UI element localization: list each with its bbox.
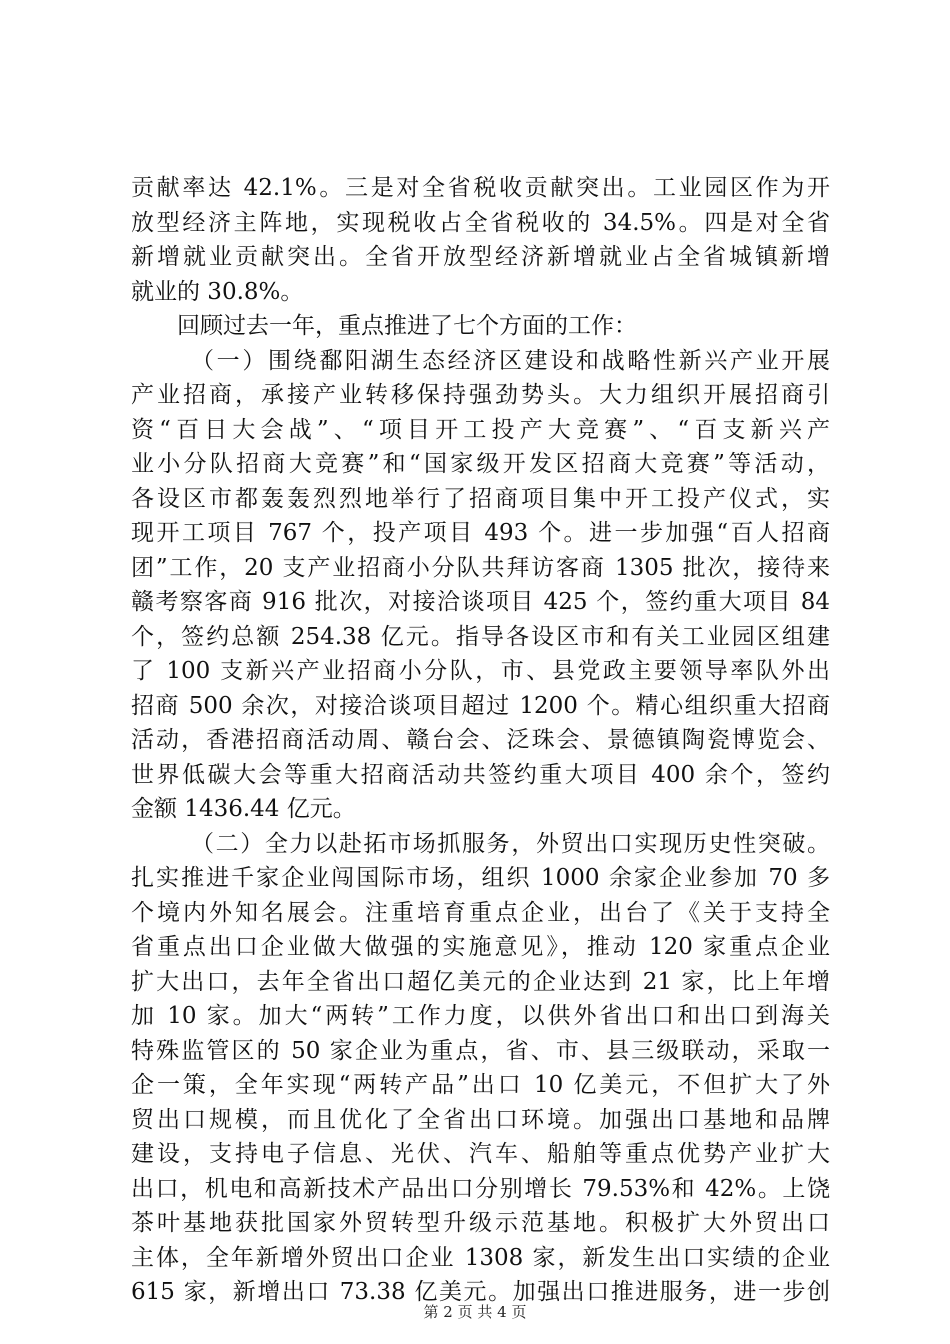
text-line: 各设区市都轰轰烈烈地举行了招商项目集中开工投产仪式，实: [131, 485, 830, 512]
text-line: 615 家，新增出口 73.38 亿美元。加强出口推进服务，进一步创: [131, 1279, 830, 1305]
text-line: 就业的 30.8%。: [131, 278, 304, 305]
text-line: 茶叶基地获批国家外贸转型升级示范基地。积极扩大外贸出口: [131, 1210, 830, 1236]
text-line: 建设，支持电子信息、光伏、汽车、船舶等重点优势产业扩大: [131, 1141, 830, 1167]
text-line: 个，签约总额 254.38 亿元。指导各设区市和有关工业园区组建: [131, 623, 830, 650]
text-line: 新增就业贡献突出。全省开放型经济新增就业占全省城镇新增: [131, 244, 830, 270]
section-heading-line: （二）全力以赴拓市场抓服务，外贸出口实现历史性突破。: [191, 830, 830, 857]
text-line: 扩大出口，去年全省出口超亿美元的企业达到 21 家，比上年增: [131, 968, 830, 995]
text-line: 加 10 家。加大“两转”工作力度，以供外省出口和出口到海关: [131, 1003, 830, 1029]
text-line: 回顾过去一年，重点推进了七个方面的工作：: [177, 313, 637, 339]
text-line: 现开工项目 767 个，投产项目 493 个。进一步加强“百人招商: [131, 520, 830, 546]
text-line: 赣考察客商 916 批次，对接洽谈项目 425 个，签约重大项目 84: [131, 589, 830, 615]
text-line: 了 100 支新兴产业招商小分队，市、县党政主要领导率队外出: [131, 658, 830, 684]
text-line: 主体，全年新增外贸出口企业 1308 家，新发生出口实绩的企业: [131, 1244, 830, 1271]
text-line: 产业招商，承接产业转移保持强劲势头。大力组织开展招商引: [131, 382, 830, 408]
text-line: 贡献率达 42.1%。三是对全省税收贡献突出。工业园区作为开: [131, 175, 830, 201]
text-line: 放型经济主阵地，实现税收占全省税收的 34.5%。四是对全省: [131, 209, 830, 236]
text-line: 业小分队招商大竞赛”和“国家级开发区招商大竞赛”等活动，: [131, 451, 830, 477]
text-line: 省重点出口企业做大做强的实施意见》，推动 120 家重点企业: [131, 934, 830, 960]
text-line: 招商 500 余次，对接洽谈项目超过 1200 个。精心组织重大招商: [131, 692, 830, 719]
text-line: 金额 1436.44 亿元。: [131, 796, 356, 822]
text-line: 资“百日大会战”、“项目开工投产大竞赛”、“百支新兴产: [131, 416, 830, 443]
text-line: 个境内外知名展会。注重培育重点企业，出台了《关于支持全: [131, 899, 830, 926]
text-line: 活动，香港招商活动周、赣台会、泛珠会、景德镇陶瓷博览会、: [131, 727, 830, 753]
page-number-footer: 第 2 页 共 4 页: [423, 1303, 527, 1321]
text-line: 贸出口规模，而且优化了全省出口环境。加强出口基地和品牌: [131, 1106, 830, 1133]
text-line: 世界低碳大会等重大招商活动共签约重大项目 400 余个，签约: [131, 761, 830, 788]
text-line: 企一策，全年实现“两转产品”出口 10 亿美元，不但扩大了外: [131, 1072, 830, 1098]
text-line: 出口，机电和高新技术产品出口分别增长 79.53%和 42%。上饶: [131, 1175, 830, 1202]
text-line: 特殊监管区的 50 家企业为重点，省、市、县三级联动，采取一: [131, 1037, 830, 1064]
document-body: [131, 171, 830, 1310]
text-line: 团”工作，20 支产业招商小分队共拜访客商 1305 批次，接待来: [131, 554, 830, 581]
section-heading-line: （一）围绕鄱阳湖生态经济区建设和战略性新兴产业开展: [191, 347, 830, 374]
text-line: 扎实推进千家企业闯国际市场，组织 1000 余家企业参加 70 多: [131, 865, 830, 891]
